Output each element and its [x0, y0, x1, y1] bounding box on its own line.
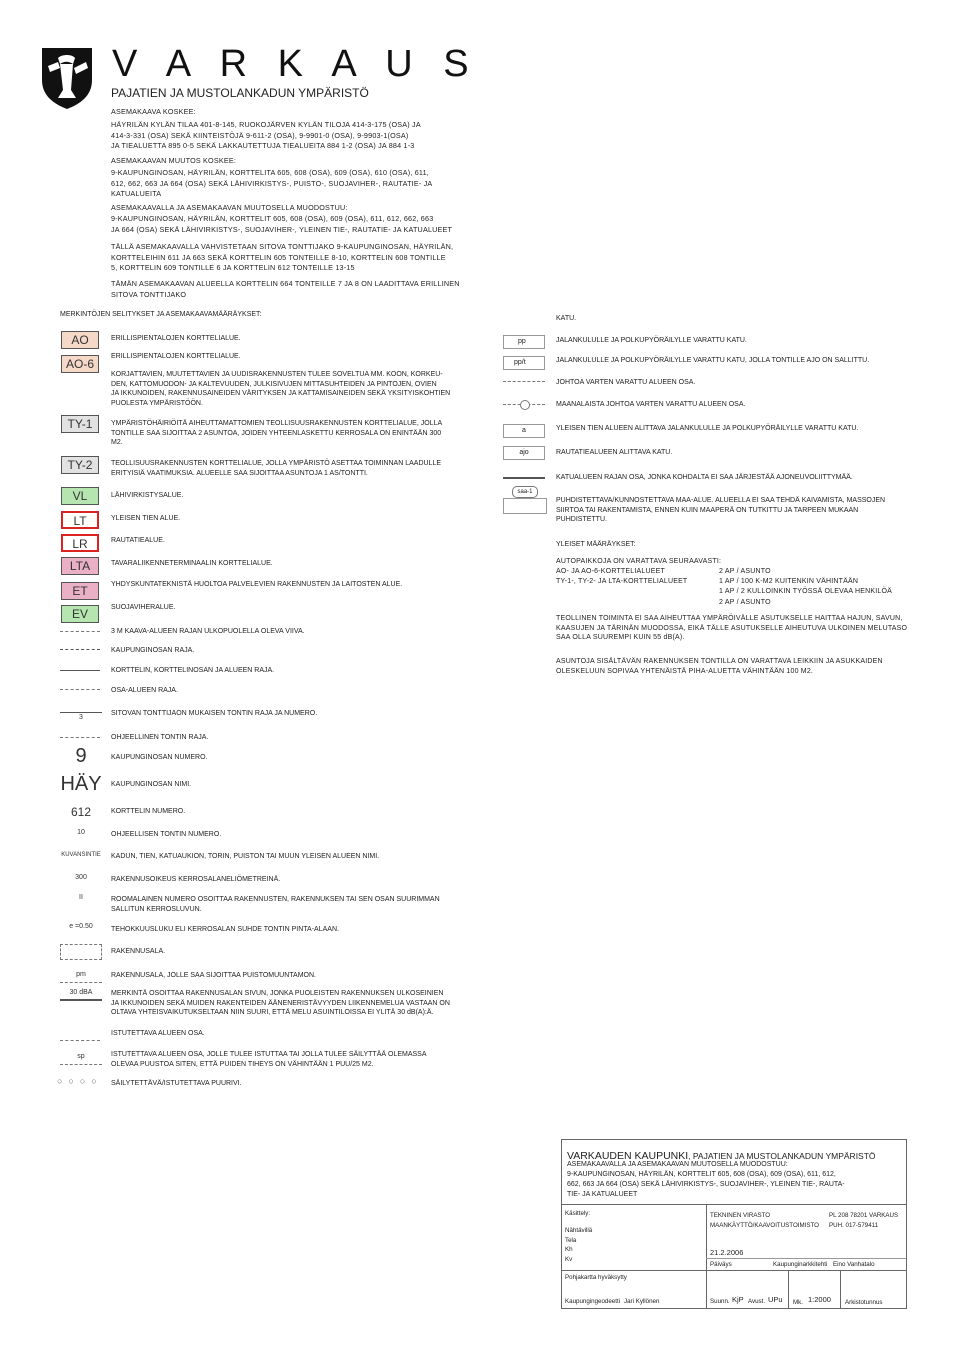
- swatch-ev: EV: [61, 605, 99, 623]
- parking-row4-b: 2 AP / ASUNTO: [719, 599, 771, 606]
- legend-text: KORTTELIN, KORTTELINOSAN JA ALUEEN RAJA.: [111, 667, 275, 674]
- swatch-lr: LR: [61, 534, 99, 552]
- pm-box: pm: [60, 968, 102, 983]
- symbol-underground-line: [503, 404, 545, 405]
- tb-assist-by: UPu: [768, 1295, 783, 1304]
- legend-text: MAANALAISTA JOHTOA VARTEN VARATTU ALUEEN OSA.: [556, 401, 746, 408]
- intro-p3-title: ASEMAKAAVALLA JA ASEMAKAAVAN MUUTOSELLA MUODOSTUU:: [111, 203, 348, 212]
- legend-text: YMPÄRISTÖHÄIRIÖITÄ AIHEUTTAMATTOMIEN TEOLLISUUSRAKENNUSTEN KORTTELIALUE, JOLLA TONTILLE SAA SIJOITTAA 2 ASUNTOA, JOIDEN YHTEENLASKETTU KERROSALA ON ENINTÄÄN 300 M2.: [111, 420, 443, 447]
- line-block-boundary: [60, 670, 100, 671]
- intro-p1-title: ASEMAKAAVA KOSKEE:: [111, 107, 196, 116]
- legend-text: TEOLLISUUSRAKENNUSTEN KORTTELIALUE, JOLLA YMPÄRISTÖ ASETTAA TOIMINNAN LAADULLE ERITYISIÄ VAATIMUKSIA. ALUEELLE SAA SIJOITTAA ASUNTOJA 1 AS/TONTTI.: [111, 460, 442, 477]
- legend-text: YHDYSKUNTATEKNISTÄ HUOLTOA PALVELEVIEN RAKENNUSTEN JA LAITOSTEN ALUE.: [111, 581, 403, 588]
- legend-text: RAUTATIEALUEEN ALITTAVA KATU.: [556, 449, 673, 456]
- legend-text: RAKENNUSALA.: [111, 948, 166, 955]
- symbol-no-access: [503, 477, 545, 479]
- legend-text: JOHTOA VARTEN VARATTU ALUEEN OSA.: [556, 379, 696, 386]
- parking-row2-a: TY-1-, TY-2- JA LTA-KORTTELIALUEET: [556, 578, 688, 585]
- title-block: [561, 1139, 907, 1309]
- legend-text: RAKENNUSALA, JOLLE SAA SIJOITTAA PUISTOMUUNTAMON.: [111, 972, 316, 979]
- tb-geodesist-label: Kaupungingeodeetti: [565, 1298, 621, 1305]
- tb-architect: Eino Vanhatalo: [833, 1261, 875, 1268]
- symbol-ppt: pp/t: [503, 356, 545, 370]
- tb-archive: Arkistotunnus: [845, 1299, 883, 1306]
- parking-row1-a: AO- JA AO-6-KORTTELIALUEET: [556, 568, 665, 575]
- tb-dept: MAANKÄYTTÖ/KAAVOITUSTOIMISTO: [710, 1222, 819, 1229]
- tb-kasittely: Käsittely:: [565, 1210, 591, 1217]
- symbol-underpass-ajo: ajo: [503, 446, 545, 460]
- legend-text: KATUALUEEN RAJAN OSA, JONKA KOHDALTA EI SAA JÄRJESTÄÄ AJONEUVOLIITTYMÄÄ.: [556, 474, 853, 481]
- swatch-et: ET: [61, 582, 99, 600]
- city-title: V A R K A U S: [112, 43, 479, 85]
- tree-row-icon: ○○○○: [57, 1076, 103, 1086]
- legend-text: ERILLISPIENTALOJEN KORTTELIALUE.: [111, 353, 241, 360]
- legend-text: ROOMALAINEN NUMERO OSOITTAA RAKENNUSTEN, RAKENNUKSEN TAI SEN OSAN SUURIMMAN SALLITUN KERROSLUVUN.: [111, 896, 440, 913]
- legend-text: KORJATTAVIEN, MUUTETTAVIEN JA UUDISRAKENNUSTEN TULEE SOVELTUA MM. KOON, KORKEU- DEN, KATTOMUODON- JA KALTEVUUDEN, JULKISIVUJEN MITTASUHTEIDEN JA PINTOJEN, OVIEN JA IKKUNOIDEN, RAKENNUSAINEIDEN VÄRITYKSEN JA KATTAMISAINEIDEN SEKÄ YKSITYISKOHTIEN PUOLESTA YMPÄRISTÖÖN.: [111, 371, 451, 407]
- tb-assist-label: Avust.: [748, 1298, 766, 1305]
- legend-text: RAKENNUSOIKEUS KERROSALANELIÖMETREINÄ.: [111, 876, 281, 883]
- legend-text: TEHOKKUUSLUKU ELI KERROSALAN SUHDE TONTIN PINTA-ALAAN.: [111, 926, 339, 933]
- intro-p3: 9-KAUPUNGINOSAN, HÄYRILÄN, KORTTELIT 605, 608 (OSA), 609 (OSA), 611, 612, 662, 663 JA 664 (OSA) SEKÄ LÄHIVIRKISTYS-, SUOJAVIHER-, YLEINEN TIE-, RAUTATIE- JA KATUALUEET: [111, 214, 453, 234]
- tb-geodesist: Jari Kyllönen: [624, 1298, 660, 1305]
- legend-text: ISTUTETTAVA ALUEEN OSA.: [111, 1030, 205, 1037]
- swatch-lta: LTA: [61, 557, 99, 575]
- legend-text: KORTTELIN NUMERO.: [111, 808, 186, 815]
- symbol-pp: pp: [503, 335, 545, 349]
- legend-text: MERKINTÄ OSOITTAA RAKENNUSALAN SIVUN, JONKA PUOLEISTEN RAKENNUKSEN ULKOSEINIEN JA IKKUNOIDEN SEKÄ MUIDEN RAKENTEIDEN ÄÄNENERISTÄVYYDEN LIIKENNEMELUA VASTAAN ON OLTAVA YHTEISVAIKUTUKSELTAAN NIIN SUURI, ETTÄ MELU ASUINTILOISSA EI YLITÄ 30 dB(A):Ä.: [111, 990, 450, 1017]
- legend-text: KAUPUNGINOSAN NUMERO.: [111, 754, 208, 761]
- intro-p2-title: ASEMAKAAVAN MUUTOS KOSKEE:: [111, 156, 237, 165]
- legend-text: OHJEELLISEN TONTIN NUMERO.: [111, 831, 222, 838]
- tb-address: PL 208 78201 VARKAUS: [829, 1212, 899, 1219]
- parking-row1-b: 2 AP / ASUNTO: [719, 568, 771, 575]
- swatch-ty1: TY-1: [61, 415, 99, 433]
- line-guide-plot-boundary: [60, 737, 100, 738]
- general-p1: TEOLLINEN TOIMINTA EI SAA AIHEUTTAA YMPÄRÖIVÄLLE ASUTUKSELLE HAITTAA HAJUN, SAVUN, KAASUJEN JA TÄRINÄN MUODOSSA, EIKÄ TÄLLE ASUTUKSELLE AIHEUTUVA ULKOINEN MELUTASO SAA OLLA SUUREMPI KUIN 55 dB(A).: [556, 615, 908, 642]
- tb-architect-label: Kaupunginarkkitehti: [773, 1261, 828, 1268]
- coat-of-arms-icon: [40, 46, 94, 110]
- floor-area: 300: [75, 874, 87, 881]
- legend-text: TAVARALIIKENNETERMINAALIN KORTTELIALUE.: [111, 560, 273, 567]
- tb-date: 21.2.2006: [710, 1248, 744, 1257]
- legend-text: YLEISEN TIEN ALUE.: [111, 515, 181, 522]
- swatch-ao6: AO-6: [61, 355, 99, 373]
- intro-p1: HÄYRILÄN KYLÄN TILAA 401-8-145, RUOKOJÄRVEN KYLÄN TILOJA 414-3-175 (OSA) JA 414-3-331 (OSA) SEKÄ KIINTEISTÖJÄ 9-611-2 (OSA), 9-9901-0 (OSA), 9-9903-1(OSA) JA TIEALUETTA 895 0-5 SEKÄ LAKKAUTETTUJA TIEALUEITA 884 1-2 (OSA) JA 884 1-3: [111, 120, 421, 150]
- efficiency-number: e =0.50: [69, 923, 93, 930]
- tb-area: , PAJATIEN JA MUSTOLANKADUN YMPÄRISTÖ: [688, 1151, 876, 1161]
- floor-count: II: [79, 894, 83, 901]
- legend-title: MERKINTÖJEN SELITYKSET JA ASEMAKAAVAMÄÄRÄYKSET:: [60, 311, 262, 318]
- general-title: YLEISET MÄÄRÄYKSET:: [556, 541, 636, 548]
- legend-text: JALANKULULLE JA POLKUPYÖRÄILYLLE VARATTU KATU.: [556, 337, 747, 344]
- swatch-lt: LT: [61, 511, 99, 529]
- tb-drawn-label: Suunn.: [710, 1298, 730, 1305]
- block-number: 612: [70, 805, 92, 819]
- area-title: PAJATIEN JA MUSTOLANKADUN YMPÄRISTÖ: [111, 86, 369, 100]
- legend-text: OSA-ALUEEN RAJA.: [111, 687, 178, 694]
- intro-p4: TÄLLÄ ASEMAKAAVALLA VAHVISTETAAN SITOVA TONTTIJAKO 9-KAUPUNGINOSAN, HÄYRILÄN, KORTTELEIHIN 611 JA 663 SEKÄ KORTTELIN 605 TONTEILLE 8-10, KORTTELIN 608 TONTILLE 5, KORTTELIN 609 TONTILLE 6 JA KORTTELIN 612 TONTEILLE 13-15: [111, 242, 454, 272]
- tb-stages: Nähtävillä Tela Kh Kv: [565, 1227, 593, 1263]
- line-district-boundary: [60, 649, 100, 650]
- district-number: 9: [75, 745, 87, 767]
- tb-phone: PUH. 017-579411: [829, 1222, 879, 1229]
- planting-box: [60, 1026, 100, 1041]
- tb-city: VARKAUDEN KAUPUNKI: [567, 1150, 689, 1162]
- legend-text: KAUPUNGINOSAN RAJA.: [111, 647, 195, 654]
- legend-text: KAUPUNGINOSAN NIMI.: [111, 781, 192, 788]
- legend-text: 3 M KAAVA-ALUEEN RAJAN ULKOPUOLELLA OLEVA VIIVA.: [111, 628, 305, 635]
- legend-text: YLEISEN TIEN ALUEEN ALITTAVA JALANKULULLE JA POLKUPYÖRÄILYLLE VARATTU KATU.: [556, 425, 859, 432]
- legend-text: OHJEELLINEN TONTIN RAJA.: [111, 734, 209, 741]
- tb-drawn-by: KjP: [732, 1295, 744, 1304]
- swatch-ao: AO: [61, 331, 99, 349]
- tb-scale: 1:2000: [808, 1295, 831, 1304]
- intro-p5: TÄMÄN ASEMAKAAVAN ALUEELLA KORTTELIN 664 TONTEILLE 7 JA 8 ON LAADITTAVA ERILLINEN SITOVA TONTTIJAKO: [111, 279, 460, 299]
- parking-row3-b: 1 AP / 2 KULLOINKIN TYÖSSÄ OLEVAA HENKILÖÄ: [719, 588, 892, 595]
- tb-scale-label: Mk.: [793, 1299, 803, 1306]
- line-subarea-boundary: [60, 689, 100, 690]
- intro-p2: 9-KAUPUNGINOSAN, HÄYRILÄN, KORTTELITA 605, 608 (OSA), 609 (OSA), 610 (OSA), 611, 612, 662, 663 JA 664 (OSA) SEKÄ LÄHIVIRKISTYS-, PUISTO-, SUOJAVIHER-, RAUTATIE- JA KATUALUEITA: [111, 168, 433, 198]
- legend-text: ISTUTETTAVA ALUEEN OSA, JOLLE TULEE ISTUTTAA TAI JOLLA TULEE SÄILYTTÄÄ OLEMASSA OLEVAA PUUSTOA SITEN, ETTÄ PUIDEN TIHEYS ON VÄHINTÄÄN 1 PUU/25 M2.: [111, 1051, 427, 1068]
- tb-office: TEKNINEN VIRASTO: [710, 1212, 771, 1219]
- sp-box: sp: [60, 1050, 102, 1065]
- binding-plot-number: 3: [60, 712, 102, 721]
- legend-text: SÄILYTETTÄVÄ/ISTUTETTAVA PUURIVI.: [111, 1080, 242, 1087]
- swatch-vl: VL: [61, 487, 99, 505]
- symbol-line-reserved: [503, 381, 545, 382]
- dba-box: 30 dBA: [60, 987, 102, 1001]
- symbol-saa: saa-1: [512, 486, 538, 498]
- legend-text: ERILLISPIENTALOJEN KORTTELIALUE.: [111, 335, 241, 342]
- legend-text: KADUN, TIEN, KATUAUKION, TORIN, PUISTON TAI MUUN YLEISEN ALUEEN NIMI.: [111, 853, 380, 860]
- legend-text: JALANKULULLE JA POLKUPYÖRÄILYLLE VARATTU KATU, JOLLA TONTILLE AJO ON SALLITTU.: [556, 357, 870, 364]
- parking-title: AUTOPAIKKOJA ON VARATTAVA SEURAAVASTI:: [556, 558, 722, 565]
- legend-text: RAUTATIEALUE.: [111, 537, 165, 544]
- tb-basemap: Pohjakartta hyväksytty: [565, 1274, 627, 1281]
- swatch-ty2: TY-2: [61, 456, 99, 474]
- general-p2: ASUNTOJA SISÄLTÄVÄN RAKENNUKSEN TONTILLA ON VARATTAVA LEIKKIIN JA ASUKKAIDEN OLESKELUUN SOPIVAA YHTENÄISTÄ PIHA-ALUETTA VÄHINTÄÄN 100 M2.: [556, 658, 883, 675]
- legend-text: LÄHIVIRKISTYSALUE.: [111, 492, 184, 499]
- district-name: HÄY: [60, 773, 102, 795]
- street-name: KUVANSINTIE: [61, 852, 101, 858]
- legend-text: SITOVAN TONTTIJAON MUKAISEN TONTIN RAJA JA NUMERO.: [111, 710, 318, 717]
- guide-plot-number: 10: [77, 829, 85, 836]
- building-area-box: [60, 944, 102, 960]
- symbol-clean-area: [503, 498, 547, 514]
- parking-row2-b: 1 AP / 100 K-M2 KUITENKIN VÄHINTÄÄN: [719, 578, 859, 585]
- legend-text: SUOJAVIHERALUE.: [111, 604, 176, 611]
- legend-text: KATU.: [556, 315, 577, 322]
- tb-date-label: Päiväys: [710, 1261, 732, 1268]
- line-3m-outside: [60, 631, 100, 632]
- symbol-underpass-a: a: [503, 424, 545, 438]
- tb-desc: ASEMAKAAVALLA JA ASEMAKAAVAN MUUTOSELLA MUODOSTUU: 9-KAUPUNGINOSAN, HÄYRILÄN, KORTTELIT 605, 608 (OSA), 609 (OSA), 611, 612, 662, 663 JA 664 (OSA) SEKÄ LÄHIVIRKISTYS-, SUOJAVIHER-, YLEINEN TIE-, RAUTA- TIE- JA KATUALUEET: [567, 1161, 845, 1198]
- legend-text: PUHDISTETTAVA/KUNNOSTETTAVA MAA-ALUE. ALUEELLA EI SAA TEHDÄ KAIVAMISTA, MASSOJEN SIIRTOA TAI RAKENTAMISTA, ENNEN KUIN MAAPERÄ ON TUTKITTU JA TARPEEN MUKAAN PUHDISTETTU.: [556, 497, 886, 524]
